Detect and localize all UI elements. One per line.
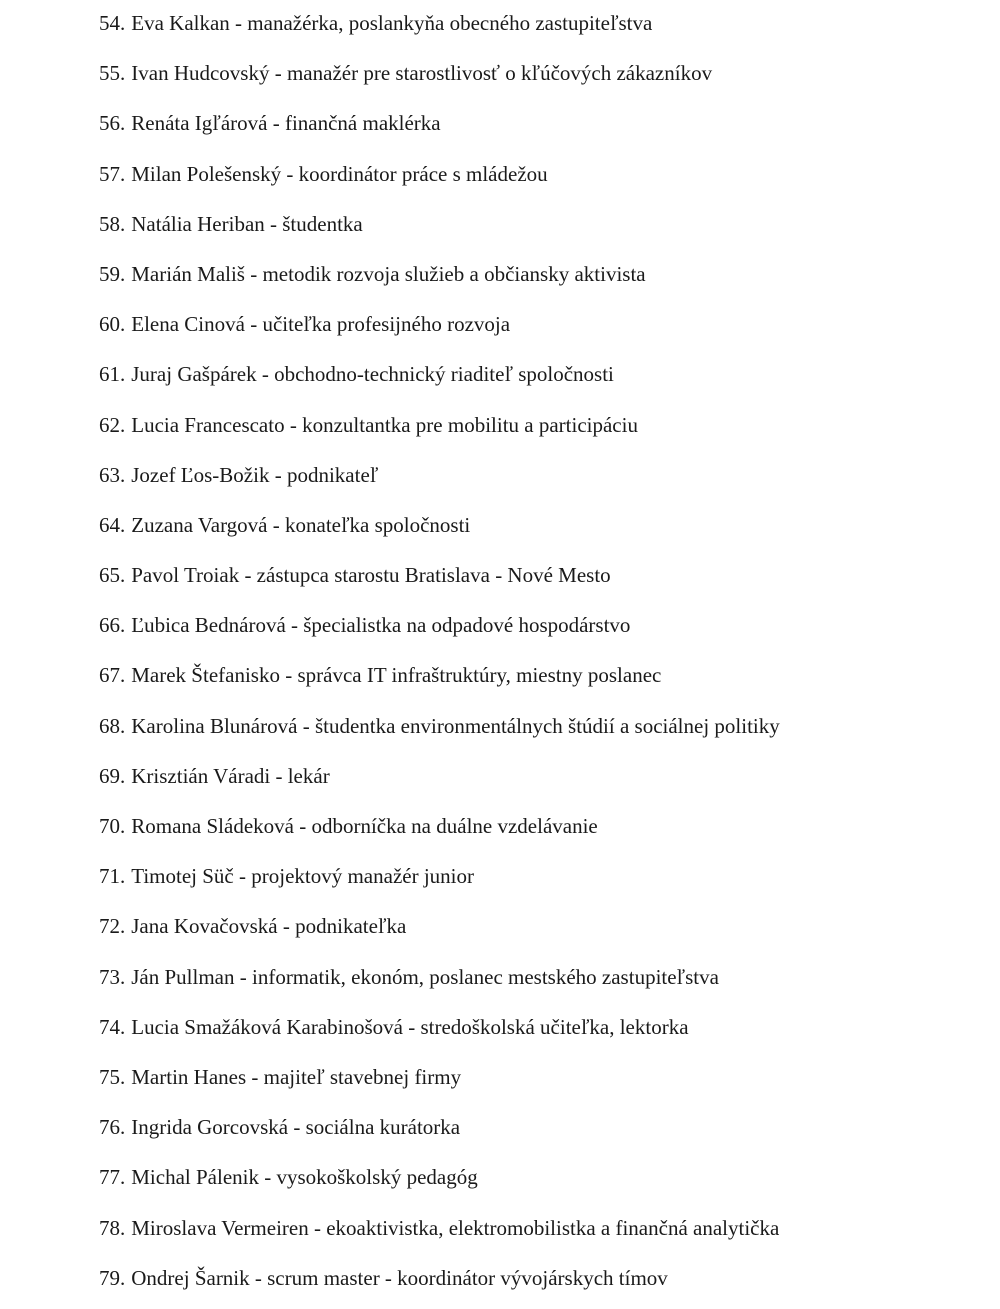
item-number: 63. (99, 462, 126, 487)
item-text: Romana Sládeková - odborníčka na duálne vzdelávanie (131, 814, 598, 838)
item-text: Ján Pullman - informatik, ekonóm, poslanec mestského zastupiteľstva (131, 964, 719, 989)
item-number: 59. (99, 261, 126, 286)
list-item (99, 4, 989, 54)
item-text: Marián Mališ - metodik rozvoja služieb a občiansky aktivista (131, 261, 646, 286)
item-number: 69. (99, 763, 126, 788)
item-number: 68. (99, 713, 126, 738)
item-text: Karolina Blunárová - študentka environmentálnych štúdií a sociálnej politiky (131, 713, 780, 738)
item-number: 75. (99, 1064, 126, 1089)
list-item (99, 456, 989, 506)
item-text: Renáta Igľárová - finančná maklérka (131, 111, 441, 136)
list-item (99, 857, 989, 907)
item-text: Eva Kalkan - manažérka, poslankyňa obecného zastupiteľstva (131, 11, 653, 35)
item-number: 70. (99, 814, 126, 838)
item-number: 74. (99, 1014, 126, 1039)
item-number: 77. (99, 1165, 126, 1190)
item-text: Michal Pálenik - vysokoškolský pedagóg (131, 1165, 478, 1190)
item-text: Lucia Smažáková Karabinošová - stredoškolská učiteľka, lektorka (131, 1014, 689, 1039)
item-number: 72. (99, 914, 126, 939)
item-text: Miroslava Vermeiren - ekoaktivistka, elektromobilistka a finančná analytička (131, 1215, 780, 1240)
list-item (99, 1259, 989, 1309)
item-text: Timotej Süč - projektový manažér junior (131, 864, 474, 889)
item-number: 76. (99, 1115, 126, 1140)
item-text: Pavol Troiak - zástupca starostu Bratislava - Nové Mesto (131, 563, 611, 588)
item-text: Jana Kovačovská - podnikateľka (131, 914, 407, 939)
list-item (99, 606, 989, 656)
item-number: 57. (99, 161, 126, 186)
item-number: 66. (99, 613, 126, 638)
list-item (99, 355, 989, 405)
list-item (99, 1058, 989, 1108)
item-text: Krisztián Váradi - lekár (131, 763, 330, 788)
item-text: Ľubica Bednárová - špecialistka na odpadové hospodárstvo (131, 613, 631, 638)
list-item (99, 406, 989, 456)
item-text: Ivan Hudcovský - manažér pre starostlivosť o kľúčových zákazníkov (131, 61, 713, 86)
item-number: 78. (99, 1215, 126, 1240)
list-item (99, 1008, 989, 1058)
item-text: Milan Polešenský - koordinátor práce s mládežou (131, 161, 548, 186)
list-item (99, 305, 989, 355)
item-text: Natália Heriban - študentka (131, 211, 363, 236)
item-text: Ingrida Gorcovská - sociálna kurátorka (131, 1115, 461, 1140)
item-text: Jozef Ľos-Božik - podnikateľ (131, 462, 379, 487)
candidate-list (99, 4, 989, 1309)
list-item (99, 1108, 989, 1158)
list-item (99, 707, 989, 757)
list-item (99, 757, 989, 807)
item-text: Juraj Gašpárek - obchodno-technický riaditeľ spoločnosti (131, 362, 614, 387)
item-number: 79. (99, 1265, 126, 1290)
item-number: 60. (99, 312, 126, 337)
list-item (99, 205, 989, 255)
list-item (99, 907, 989, 957)
item-text: Zuzana Vargová - konateľka spoločnosti (131, 512, 471, 537)
list-item (99, 556, 989, 606)
list-item (99, 506, 989, 556)
list-item (99, 1158, 989, 1208)
item-number: 62. (99, 412, 126, 437)
list-item (99, 255, 989, 305)
item-number: 64. (99, 512, 126, 537)
item-text: Martin Hanes - majiteľ stavebnej firmy (131, 1064, 462, 1089)
list-item (99, 807, 989, 857)
item-number: 61. (99, 362, 126, 387)
item-number: 55. (99, 61, 126, 86)
item-text: Ondrej Šarnik - scrum master - koordinátor vývojárskych tímov (131, 1265, 668, 1290)
item-number: 58. (99, 211, 126, 236)
list-item (99, 104, 989, 154)
item-number: 54. (99, 11, 126, 35)
item-text: Elena Cinová - učiteľka profesijného rozvoja (131, 312, 511, 337)
item-text: Marek Štefanisko - správca IT infraštruktúry, miestny poslanec (131, 663, 662, 688)
list-item (99, 1209, 989, 1259)
list-item (99, 958, 989, 1008)
item-number: 67. (99, 663, 126, 688)
item-number: 71. (99, 864, 126, 889)
list-item (99, 54, 989, 104)
item-text: Lucia Francescato - konzultantka pre mobilitu a participáciu (131, 412, 638, 437)
item-number: 65. (99, 563, 126, 588)
item-number: 56. (99, 111, 126, 136)
list-item (99, 155, 989, 205)
item-number: 73. (99, 964, 126, 989)
list-item (99, 656, 989, 706)
